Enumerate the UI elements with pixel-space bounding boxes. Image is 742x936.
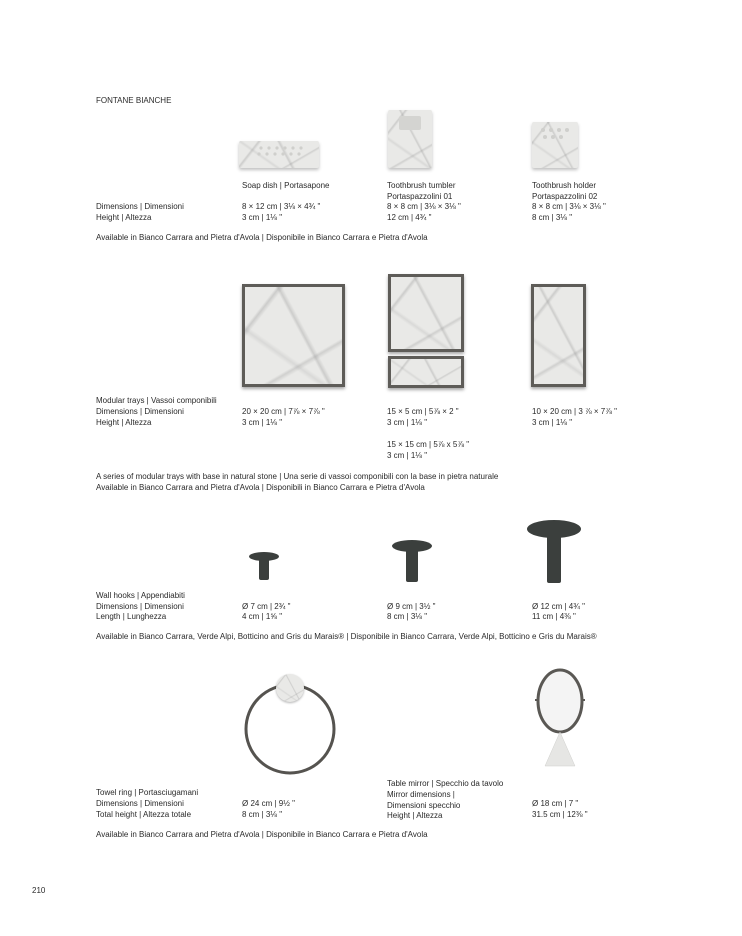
soap-dish-name: Soap dish | Portasapone: [242, 181, 330, 190]
tray2-height: 3 cm | 1⅛ ": [387, 418, 428, 427]
hook1-dims: Ø 7 cm | 2¾ ": [242, 601, 291, 611]
tray1-dims: 20 × 20 cm | 7⅞ × 7⅞ ": [242, 407, 325, 416]
table-mirror-image: [530, 666, 590, 772]
mirror-dimensions-label: Mirror dimensions |: [387, 789, 455, 799]
tray3-dims: 10 × 20 cm | 3 ⅞ × 7⅞ ": [532, 407, 617, 416]
hook1-length: 4 cm | 1⅝ ": [242, 612, 283, 621]
tray-15x5-image: [388, 356, 464, 388]
collection-title: FONTANE BIANCHE: [96, 96, 172, 105]
holder-name: Toothbrush holder: [532, 181, 597, 190]
holder-subname: Portaspazzolini 02: [532, 191, 598, 201]
wall-hook-small-image: [249, 552, 279, 582]
hook2-dims: Ø 9 cm | 3½ ": [387, 601, 436, 611]
soap-dish-image: [239, 141, 319, 168]
trays-description: A series of modular trays with base in natural stone | Una serie di vassoi componibili con la base in pietra naturale: [96, 472, 499, 481]
soap-dish-height: 3 cm | 1⅛ ": [242, 212, 283, 222]
tumbler-subname: Portaspazzolini 01: [387, 191, 453, 201]
wall-hooks-availability: Available in Bianco Carrara, Verde Alpi, Botticino and Gris du Marais® | Disponibile in Bianco Carrara, Verde Alpi, Botticino e Gris du Marais®: [96, 632, 597, 641]
towel-ring-height: 8 cm | 3⅛ ": [242, 810, 283, 819]
page-number: 210: [32, 886, 46, 895]
tray3-height: 3 cm | 1⅛ ": [532, 418, 573, 427]
tray2-height2: 3 cm | 1⅛ ": [387, 451, 428, 460]
dimensions-label: Dimensions | Dimensioni: [96, 202, 184, 211]
section4-availability: Available in Bianco Carrara and Pietra d'Avola | Disponibile in Bianco Carrara e Pietra d'Avola: [96, 830, 428, 839]
soap-dish-dims: 8 × 12 cm | 3⅛ × 4¾ ": [242, 202, 321, 211]
wall-hook-large-image: [527, 520, 581, 584]
wall-hooks-length-label: Length | Lunghezza: [96, 612, 167, 621]
towel-ring-dimensions-label: Dimensions | Dimensioni: [96, 799, 184, 808]
tray2-dims: 15 × 5 cm | 5⅞ × 2 ": [387, 407, 459, 416]
toothbrush-holder-image: [532, 122, 578, 168]
toothbrush-tumbler-image: [388, 110, 432, 168]
hook3-dims: Ø 12 cm | 4¾ ": [532, 601, 585, 611]
tray2-dims2: 15 × 15 cm | 5⅞ x 5⅞ ": [387, 440, 470, 449]
trays-height-label: Height | Altezza: [96, 418, 152, 427]
mirror-dimensions-label-it: Dimensioni specchio: [387, 800, 461, 810]
towel-ring-title: Towel ring | Portasciugamani: [96, 788, 199, 797]
tray-10x20-image: [531, 284, 586, 387]
mirror-height: 31.5 cm | 12⅜ ": [532, 810, 588, 819]
tray1-height: 3 cm | 1⅛ ": [242, 418, 283, 427]
mirror-height-label: Height | Altezza: [387, 811, 443, 820]
section1-availability: Available in Bianco Carrara and Pietra d'Avola | Disponibile in Bianco Carrara e Pietra d'Avola: [96, 233, 428, 242]
hook3-length: 11 cm | 4⅜ ": [532, 612, 576, 621]
hook2-length: 8 cm | 3⅛ ": [387, 612, 428, 621]
towel-ring-dims: Ø 24 cm | 9½ ": [242, 799, 295, 808]
tray-15x15-image: [388, 274, 464, 352]
wall-hook-medium-image: [392, 540, 432, 583]
table-mirror-title: Table mirror | Specchio da tavolo: [387, 779, 504, 788]
wall-hooks-dimensions-label: Dimensions | Dimensioni: [96, 601, 184, 611]
trays-dimensions-label: Dimensions | Dimensioni: [96, 407, 184, 416]
holder-dims: 8 × 8 cm | 3⅛ × 3⅛ ": [532, 202, 606, 211]
tumbler-name: Toothbrush tumbler: [387, 181, 456, 190]
tumbler-height: 12 cm | 4¾ ": [387, 212, 432, 222]
trays-title: Modular trays | Vassoi componibili: [96, 396, 217, 405]
towel-ring-height-label: Total height | Altezza totale: [96, 810, 192, 819]
holder-height: 8 cm | 3⅛ ": [532, 212, 573, 222]
height-label: Height | Altezza: [96, 212, 152, 222]
tray-20x20-image: [242, 284, 345, 387]
tumbler-dims: 8 × 8 cm | 3⅛ × 3⅛ ": [387, 202, 461, 211]
trays-availability: Available in Bianco Carrara and Pietra d'Avola | Disponibili in Bianco Carrara e Pietra d'Avola: [96, 482, 425, 492]
towel-ring-image: [240, 670, 340, 780]
wall-hooks-title: Wall hooks | Appendiabiti: [96, 591, 185, 600]
mirror-dims: Ø 18 cm | 7 ": [532, 799, 579, 808]
